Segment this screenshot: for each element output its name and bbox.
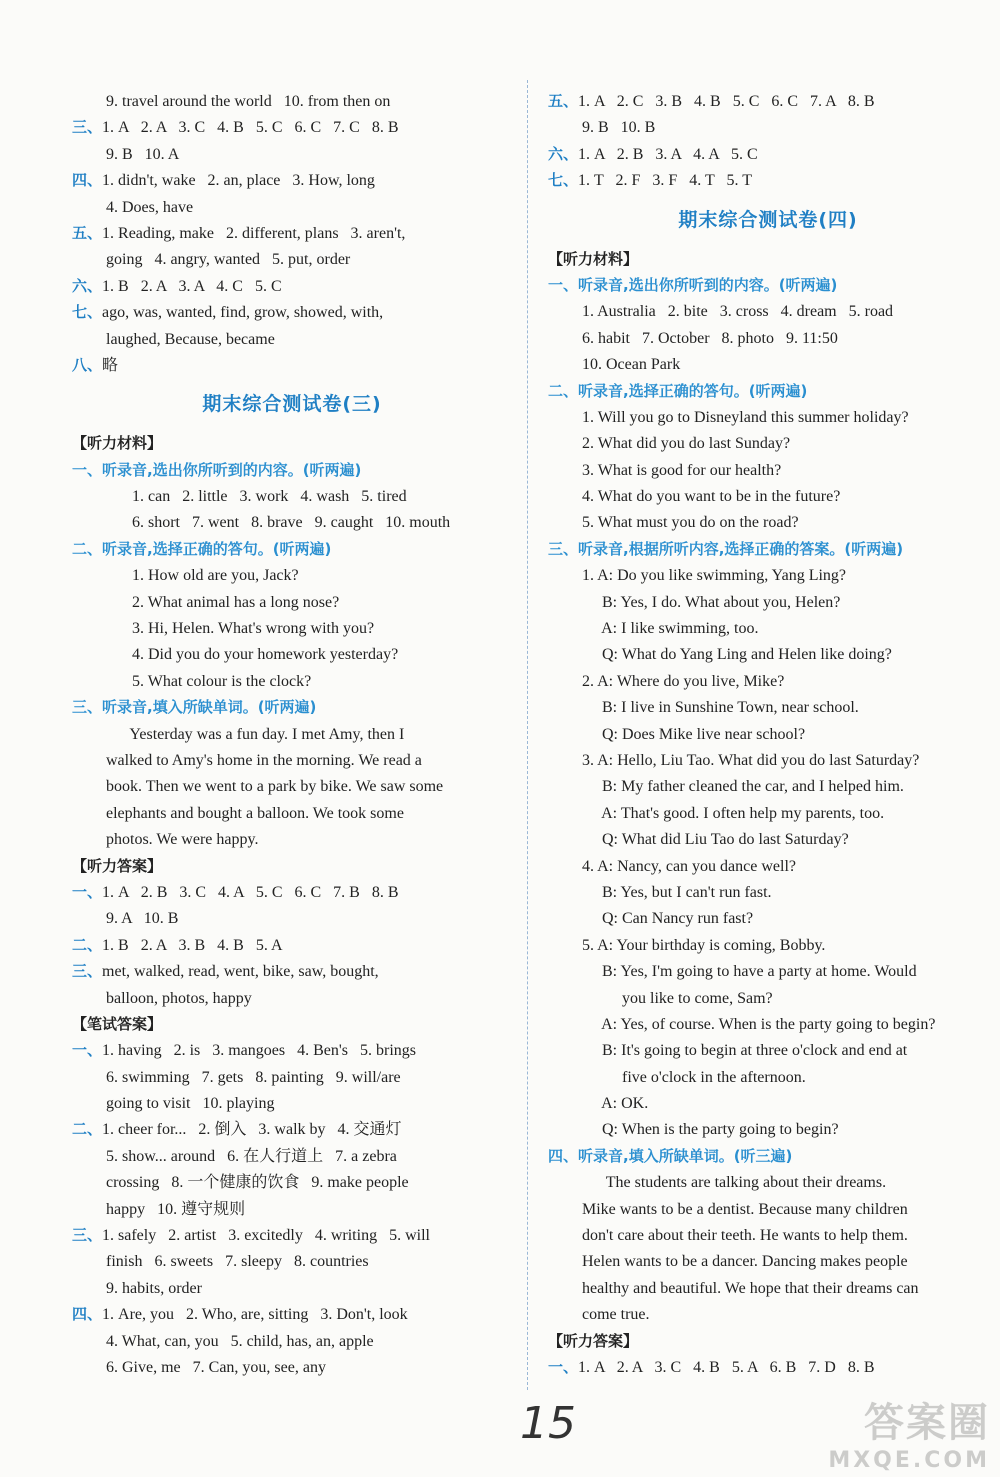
item-marker: 六、	[548, 144, 579, 163]
item-marker: 四、	[72, 1305, 103, 1324]
line-text: 一、听录音,选出你所听到的内容。(听两遍)	[72, 460, 362, 479]
question-heading	[72, 536, 512, 562]
line-text: Q: What do Yang Ling and Helen like doing?	[582, 646, 892, 664]
line-text: 1. A 2. B 3. A 4. A 5. C	[578, 145, 758, 163]
line-text: A: I like swimming, too.	[582, 620, 759, 638]
answer-line	[548, 589, 988, 615]
answer-line	[548, 1354, 988, 1380]
answer-line	[72, 220, 512, 246]
question-heading	[72, 694, 512, 720]
page-number: 15	[520, 1398, 576, 1449]
question-heading	[72, 457, 512, 483]
answer-line	[548, 1248, 988, 1274]
answer-line	[548, 958, 988, 984]
question-heading	[548, 536, 988, 562]
answer-line	[72, 1301, 512, 1327]
line-text: 1. Reading, make 2. different, plans 3. aren't,	[102, 224, 406, 242]
answer-line	[72, 114, 512, 140]
section-label	[548, 246, 988, 272]
line-text: elephants and bought a balloon. We took some	[106, 804, 404, 822]
answer-line	[548, 404, 988, 430]
line-text: 4. Does, have	[106, 198, 194, 216]
line-text: 【听力答案】	[72, 856, 163, 875]
line-text: healthy and beautiful. We hope that their dreams can	[582, 1279, 919, 1297]
answer-line	[548, 853, 988, 879]
answer-line	[548, 457, 988, 483]
line-text: crossing 8. 一个健康的饮食 9. make people	[106, 1174, 409, 1192]
line-text: B: Yes, I do. What about you, Helen?	[582, 593, 841, 611]
answer-line	[548, 721, 988, 747]
line-text: 1. cheer for... 2. 倒入 3. walk by 4. 交通灯	[102, 1121, 402, 1139]
line-text: 10. Ocean Park	[582, 356, 681, 374]
answer-line	[72, 1037, 512, 1063]
answer-line	[548, 351, 988, 377]
line-text: 1. didn't, wake 2. an, place 3. How, long	[102, 172, 375, 190]
line-text: 1. T 2. F 3. F 4. T 5. T	[578, 172, 752, 190]
column-divider	[527, 80, 528, 1390]
answer-line	[548, 615, 988, 641]
answer-line	[548, 905, 988, 931]
line-text: Yesterday was a fun day. I met Amy, then I	[106, 725, 405, 743]
item-marker: 八、	[72, 355, 103, 374]
line-text: 1. safely 2. artist 3. excitedly 4. writing 5. will	[102, 1227, 430, 1245]
answer-line	[72, 985, 512, 1011]
line-text: 1. A 2. A 3. C 4. B 5. C 6. C 7. C 8. B	[102, 119, 399, 137]
line-text: don't care about their teeth. He wants to help them.	[582, 1227, 908, 1245]
answer-line	[548, 88, 988, 114]
answer-line	[72, 800, 512, 826]
answer-line	[548, 800, 988, 826]
line-text: balloon, photos, happy	[106, 989, 252, 1007]
line-text: 6. short 7. went 8. brave 9. caught 10. mouth	[132, 514, 451, 532]
item-marker: 三、	[72, 118, 103, 137]
line-text: 4. What do you want to be in the future?	[582, 488, 841, 506]
answer-line	[72, 826, 512, 852]
answer-line	[72, 1328, 512, 1354]
line-text: ago, was, wanted, find, grow, showed, with,	[102, 304, 384, 322]
answer-line	[72, 615, 512, 641]
line-text: Q: When is the party going to begin?	[582, 1121, 839, 1139]
line-text: 1. Australia 2. bite 3. cross 4. dream 5. road	[582, 303, 894, 321]
answer-line	[72, 352, 512, 378]
line-text: 9. B 10. B	[582, 119, 656, 137]
section-label	[72, 853, 512, 879]
answer-line	[72, 932, 512, 958]
line-text: 4. A: Nancy, can you dance well?	[582, 857, 796, 875]
item-marker: 三、	[72, 1226, 103, 1245]
line-text: B: Yes, but I can't run fast.	[582, 883, 772, 901]
line-text: book. Then we went to a park by bike. We saw some	[106, 778, 444, 796]
line-text: 【听力材料】	[548, 249, 639, 268]
answer-line	[72, 1222, 512, 1248]
answer-line	[72, 1275, 512, 1301]
line-text: 3. What is good for our health?	[582, 461, 782, 479]
line-text: The students are talking about their dreams.	[582, 1174, 887, 1192]
line-text: 【笔试答案】	[72, 1014, 163, 1033]
line-text: 5. A: Your birthday is coming, Bobby.	[582, 936, 826, 954]
line-text: 6. Give, me 7. Can, you, see, any	[106, 1358, 326, 1376]
line-text: Helen wants to be a dancer. Dancing makes people	[582, 1253, 908, 1271]
line-text: 1. Are, you 2. Who, are, sitting 3. Don't, look	[102, 1306, 408, 1324]
answer-line	[72, 589, 512, 615]
answer-line	[548, 483, 988, 509]
line-text: 9. travel around the world 10. from then on	[106, 93, 391, 110]
line-text: 3. Hi, Helen. What's wrong with you?	[132, 620, 375, 638]
answer-line	[548, 1090, 988, 1116]
line-text: laughed, Because, became	[106, 330, 275, 348]
answer-line	[72, 167, 512, 193]
line-text: 1. A 2. C 3. B 4. B 5. C 6. C 7. A 8. B	[578, 93, 875, 110]
line-text: 略	[102, 356, 119, 374]
line-text: walked to Amy's home in the morning. We read a	[106, 751, 422, 769]
section-label	[72, 1011, 512, 1037]
line-text: A: That's good. I often help my parents, too.	[582, 804, 885, 822]
answer-line	[72, 747, 512, 773]
line-text: 9. habits, order	[106, 1279, 202, 1297]
item-marker: 三、	[72, 962, 103, 981]
line-text: 2. A: Where do you live, Mike?	[582, 672, 785, 690]
answer-line	[548, 1196, 988, 1222]
answer-line	[548, 509, 988, 535]
line-text: 1. having 2. is 3. mangoes 4. Ben's 5. brings	[102, 1042, 416, 1060]
question-heading	[548, 1143, 988, 1169]
answer-line	[72, 1116, 512, 1142]
line-text: five o'clock in the afternoon.	[582, 1068, 806, 1086]
line-text: come true.	[582, 1306, 650, 1324]
section-title: 期末综合测试卷(三)	[202, 393, 382, 416]
right-column	[548, 88, 988, 1380]
answer-line	[72, 1169, 512, 1195]
answer-line	[72, 483, 512, 509]
line-text: 6. habit 7. October 8. photo 9. 11:50	[582, 329, 838, 347]
item-marker: 二、	[72, 935, 103, 954]
line-text: 5. show... around 6. 在人行道上 7. a zebra	[106, 1147, 397, 1165]
answer-line	[548, 1011, 988, 1037]
answer-line	[72, 721, 512, 747]
answer-line	[72, 905, 512, 931]
line-text: Q: What did Liu Tao do last Saturday?	[582, 831, 849, 849]
answer-line	[72, 1354, 512, 1380]
answer-line	[72, 194, 512, 220]
item-marker: 五、	[72, 223, 103, 242]
watermark-logo	[828, 1391, 990, 1473]
section-label	[548, 1328, 988, 1354]
line-text: going 4. angry, wanted 5. put, order	[106, 251, 351, 269]
answer-line	[548, 985, 988, 1011]
line-text: happy 10. 遵守规则	[106, 1200, 246, 1218]
line-text: 二、听录音,选择正确的答句。(听两遍)	[72, 539, 332, 558]
item-marker: 二、	[72, 1120, 103, 1139]
answer-line	[548, 298, 988, 324]
question-heading	[548, 378, 988, 404]
line-text: 4. What, can, you 5. child, has, an, apple	[106, 1332, 374, 1350]
answer-line	[548, 1301, 988, 1327]
answer-line	[72, 641, 512, 667]
line-text: 二、听录音,选择正确的答句。(听两遍)	[548, 381, 808, 400]
line-text: 1. B 2. A 3. B 4. B 5. A	[102, 936, 283, 954]
answer-line	[548, 932, 988, 958]
answer-line	[72, 1143, 512, 1169]
answer-line	[548, 747, 988, 773]
line-text: 1. Will you go to Disneyland this summer holiday?	[582, 408, 909, 426]
line-text: 2. What animal has a long nose?	[132, 593, 340, 611]
item-marker: 五、	[548, 92, 579, 110]
line-text: 三、听录音,填入所缺单词。(听两遍)	[72, 698, 317, 717]
line-text: 4. Did you do your homework yesterday?	[132, 646, 399, 664]
line-text: Q: Can Nancy run fast?	[582, 910, 754, 928]
answer-line	[548, 879, 988, 905]
answer-line	[72, 88, 512, 114]
answer-line	[548, 1116, 988, 1142]
item-marker: 一、	[72, 1041, 103, 1060]
answer-line	[548, 668, 988, 694]
line-text: photos. We were happy.	[106, 831, 259, 849]
answer-line	[72, 326, 512, 352]
section-label	[72, 430, 512, 456]
watermark-text: 答案圈	[864, 1400, 990, 1446]
answer-line	[548, 1222, 988, 1248]
answer-line	[72, 668, 512, 694]
line-text: B: I live in Sunshine Town, near school.	[582, 699, 859, 717]
answer-line	[548, 114, 988, 140]
item-marker: 一、	[72, 882, 103, 901]
answer-line	[548, 325, 988, 351]
left-column	[72, 88, 512, 1380]
answer-line	[72, 1064, 512, 1090]
line-text: 6. swimming 7. gets 8. painting 9. will/are	[106, 1068, 401, 1086]
answer-line	[72, 299, 512, 325]
answer-line	[548, 141, 988, 167]
line-text: 一、听录音,选出你所听到的内容。(听两遍)	[548, 275, 838, 294]
answer-line	[72, 1248, 512, 1274]
answer-line	[548, 694, 988, 720]
item-marker: 七、	[72, 303, 103, 322]
line-text: 四、听录音,填入所缺单词。(听三遍)	[548, 1146, 793, 1165]
answer-line	[72, 141, 512, 167]
line-text: 【听力答案】	[548, 1331, 639, 1350]
line-text: going to visit 10. playing	[106, 1095, 275, 1113]
answer-line	[548, 562, 988, 588]
answer-line	[548, 826, 988, 852]
answer-line	[72, 562, 512, 588]
answer-line	[72, 773, 512, 799]
line-text: 1. A 2. B 3. C 4. A 5. C 6. C 7. B 8. B	[102, 883, 399, 901]
line-text: 1. A 2. A 3. C 4. B 5. A 6. B 7. D 8. B	[578, 1358, 875, 1376]
line-text: A: Yes, of course. When is the party going to begin?	[582, 1015, 936, 1033]
answer-line	[72, 958, 512, 984]
line-text: 【听力材料】	[72, 434, 163, 453]
line-text: met, walked, read, went, bike, saw, bought,	[102, 963, 379, 981]
item-marker: 四、	[72, 171, 103, 190]
answer-line	[548, 1064, 988, 1090]
line-text: 9. A 10. B	[106, 910, 179, 928]
line-text: 三、听录音,根据所听内容,选择正确的答案。(听两遍)	[548, 539, 904, 558]
question-heading	[548, 272, 988, 298]
answer-line	[72, 273, 512, 299]
line-text: 5. What must you do on the road?	[582, 514, 799, 532]
line-text: 5. What colour is the clock?	[132, 672, 312, 690]
item-marker: 七、	[548, 171, 579, 190]
answer-line	[72, 1090, 512, 1116]
answer-line	[72, 246, 512, 272]
answer-line	[548, 641, 988, 667]
section-title: 期末综合测试卷(四)	[678, 208, 858, 231]
answer-line	[548, 773, 988, 799]
line-text: 1. B 2. A 3. A 4. C 5. C	[102, 277, 282, 295]
answer-line	[72, 509, 512, 535]
watermark-url: MXQE.COM	[828, 1448, 990, 1473]
line-text: 9. B 10. A	[106, 145, 180, 163]
item-marker: 六、	[72, 276, 103, 295]
line-text: Mike wants to be a dentist. Because many children	[582, 1200, 908, 1218]
line-text: B: It's going to begin at three o'clock and end at	[582, 1042, 908, 1060]
line-text: 1. How old are you, Jack?	[132, 567, 299, 585]
answer-line	[548, 167, 988, 193]
line-text: B: My father cleaned the car, and I helped him.	[582, 778, 904, 796]
answer-line	[548, 1037, 988, 1063]
line-text: Q: Does Mike live near school?	[582, 725, 806, 743]
line-text: 1. A: Do you like swimming, Yang Ling?	[582, 567, 847, 585]
line-text: 1. can 2. little 3. work 4. wash 5. tired	[132, 488, 407, 506]
answer-line	[72, 1196, 512, 1222]
line-text: 2. What did you do last Sunday?	[582, 435, 791, 453]
line-text: A: OK.	[582, 1095, 649, 1113]
line-text: finish 6. sweets 7. sleepy 8. countries	[106, 1253, 369, 1271]
item-marker: 一、	[548, 1357, 579, 1376]
answer-line	[72, 879, 512, 905]
answer-line	[548, 1169, 988, 1195]
line-text: you like to come, Sam?	[582, 989, 773, 1007]
line-text: B: Yes, I'm going to have a party at home. Would	[582, 963, 917, 981]
line-text: 3. A: Hello, Liu Tao. What did you do last Saturday?	[582, 751, 920, 769]
answer-line	[548, 1275, 988, 1301]
answer-line	[548, 430, 988, 456]
